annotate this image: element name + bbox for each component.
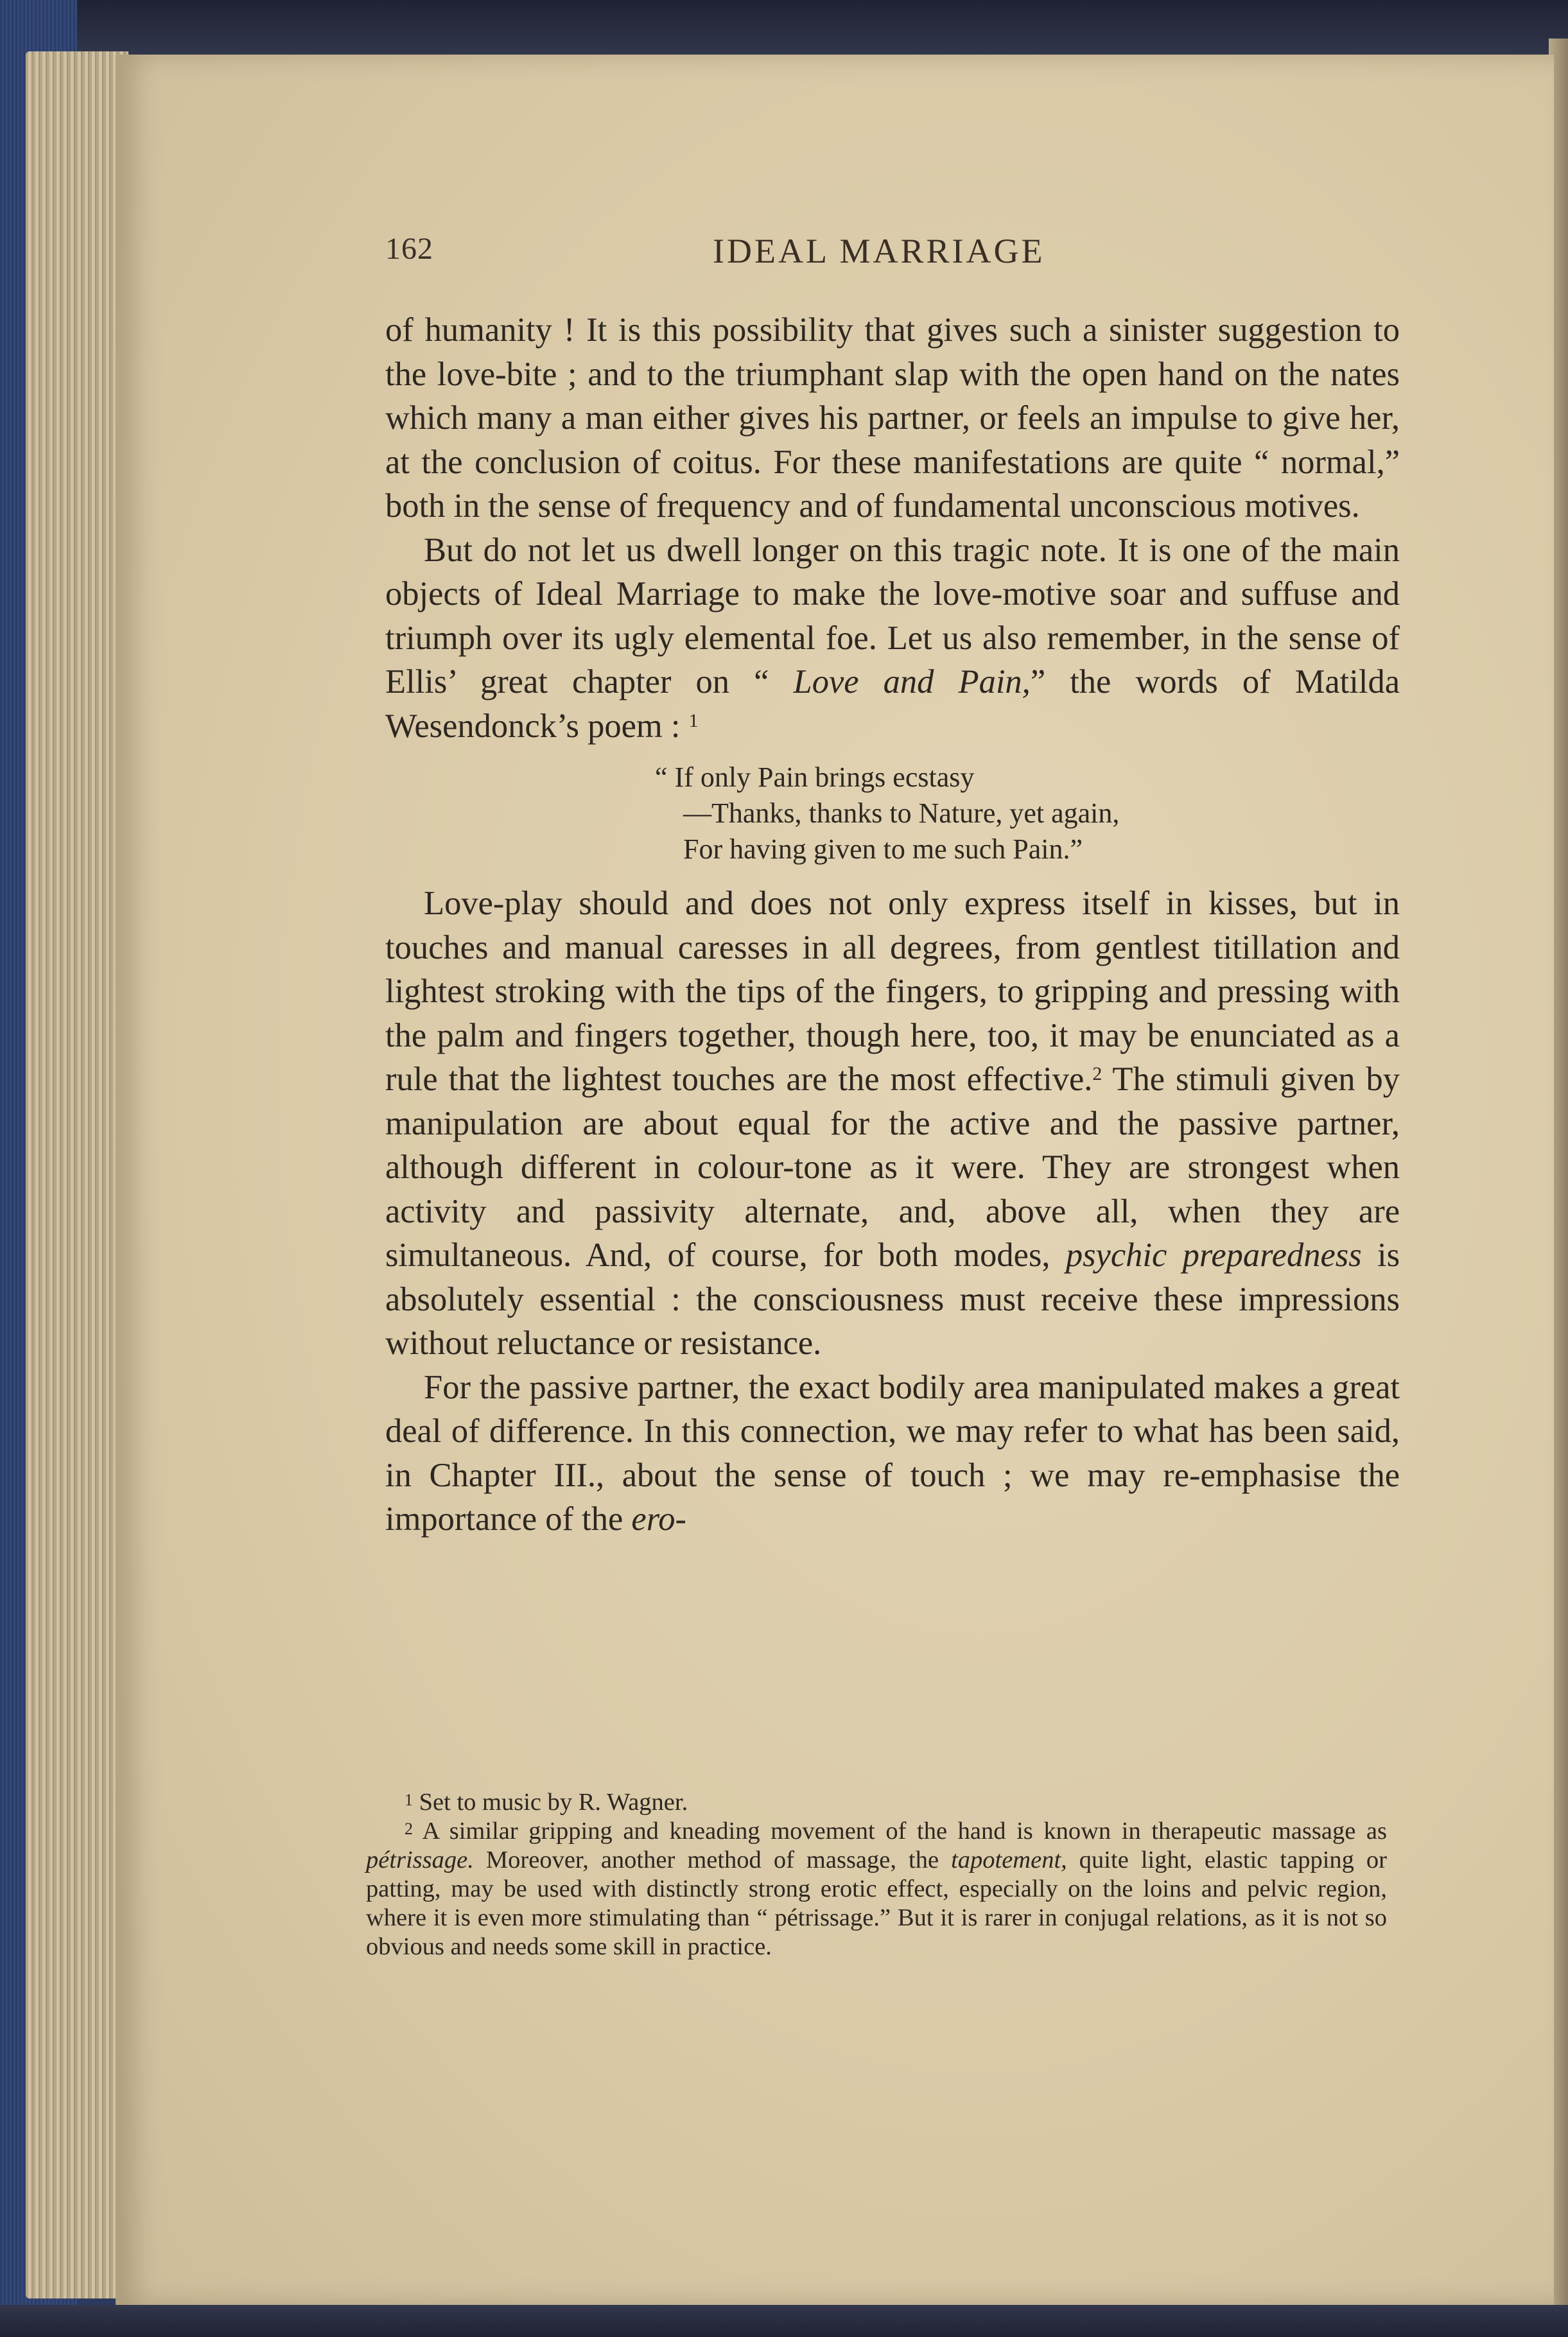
paragraph-3-text-b: The stimuli given by manipulation are about equal for the active and the passive partner, although different in colour-tone as it were. They are strongest when activity and passivity alternate, and, above all, when they are simultaneous. And, of course, for both modes,	[385, 1061, 1400, 1274]
page-number: 162	[385, 232, 433, 266]
running-head	[385, 231, 1477, 276]
footnote-1-mark: 1	[405, 1791, 413, 1809]
footnote-ref-2: 2	[1092, 1063, 1102, 1084]
paragraph-4	[385, 1366, 1400, 1542]
footnote-2-text-a: A similar gripping and kneading movement of the hand is known in therapeutic massage as	[413, 1818, 1387, 1845]
paragraph-4-italic: ero-	[631, 1500, 686, 1538]
body-text	[385, 308, 1400, 1542]
footnote-2	[366, 1817, 1387, 1961]
footnote-2-text-c: quite light, elastic tapping or patting, may be used with distinctly strong erotic effect, especially on the loins and pelvic region, where it is even more stimulating than “ pétrissage.” But it is rarer in conjugal relations, as it is not so obvious and needs some skill in practice.	[366, 1846, 1388, 1960]
footnote-ref-1: 1	[688, 709, 699, 731]
scan-background-top	[0, 0, 1568, 58]
poem-quote	[655, 760, 1400, 867]
footnote-2-italic-1: pétrissage.	[366, 1846, 474, 1873]
page-block-edges	[26, 51, 128, 2298]
paragraph-4-text-a: For the passive partner, the exact bodily area manipulated makes a great deal of difference. In this connection, we may refer to what has been said, in Chapter III., about the sense of touch ; we may re-emphasise the importance of the	[385, 1368, 1400, 1538]
footnote-1-text: Set to music by R. Wagner.	[413, 1789, 688, 1816]
poem-line-3: For having given to me such Pain.”	[683, 833, 1083, 865]
footnote-1	[366, 1788, 1387, 1817]
footnote-2-text-b: Moreover, another method of massage, the	[473, 1846, 952, 1873]
paragraph-3	[385, 882, 1400, 1366]
poem-line-1: “ If only Pain brings ecstasy	[655, 761, 975, 793]
poem-line-2: —Thanks, thanks to Nature, yet again,	[683, 797, 1120, 829]
paragraph-1	[385, 308, 1400, 528]
paragraph-2	[385, 528, 1400, 749]
scan-background-bottom	[0, 2305, 1568, 2337]
paragraph-1-text: of humanity ! It is this possibility that gives such a sinister suggestion to the love-bite ; and to the triumphant slap with the open hand on the nates which many a man either gives his partner, or feels an impulse to give her, at the conclusion of coitus. For these manifestations are quite “ normal,” both in the sense of frequency and of fundamental unconscious motives.	[385, 311, 1400, 525]
footnotes	[366, 1788, 1387, 1961]
footnote-2-italic-2: tapotement,	[951, 1846, 1067, 1873]
paragraph-2-text-b: ” the words of Matilda Wesendonck’s poem :	[385, 663, 1400, 745]
paragraph-2-italic: Love and Pain,	[793, 663, 1031, 700]
paragraph-3-text-a: Love-play should and does not only express itself in kisses, but in touches and manual caresses in all degrees, from gentlest titillation and lightest stroking with the tips of the fingers, to gripping and pressing with the palm and fingers together, though here, too, it may be enunciated as a rule that the lightest touches are the most effective.	[385, 885, 1400, 1098]
running-title: IDEAL MARRIAGE	[713, 232, 1045, 270]
paragraph-2-text-a: But do not let us dwell longer on this tragic note. It is one of the main objects of Ideal Marriage to make the love-motive soar and suffuse and triumph over its ugly elemental foe. Let us also remember, in the sense of Ellis’ great chapter on “	[385, 531, 1400, 700]
paragraph-3-text-c: is absolutely essential : the consciousness must receive these impressions without reluctance or resistance.	[385, 1237, 1400, 1362]
paragraph-3-italic: psychic preparedness	[1065, 1237, 1362, 1274]
footnote-2-mark: 2	[405, 1820, 413, 1838]
